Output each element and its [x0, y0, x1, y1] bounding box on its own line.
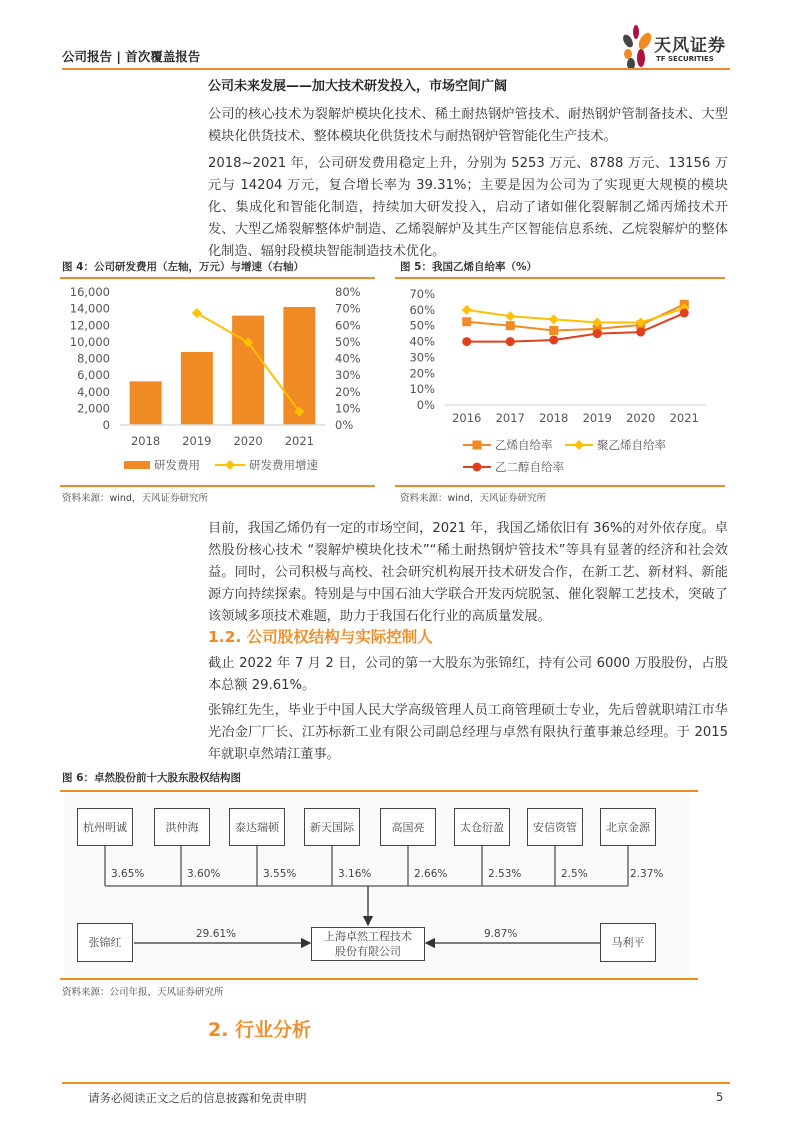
x-tick-label: 2017 — [495, 411, 525, 425]
x-tick-label: 2019 — [182, 434, 212, 448]
y-left-tick-label: 0 — [102, 418, 110, 432]
company-box: 上海卓然工程技术股份有限公司 — [311, 927, 425, 961]
y-right-tick-label: 50% — [335, 334, 361, 349]
y-tick-label: 50% — [409, 318, 435, 333]
logo-text-cn: 天风证券 — [654, 36, 726, 56]
header-divider — [62, 68, 730, 70]
subsection-title: 公司未来发展——加大技术研发投入，市场空间广阔 — [208, 79, 508, 94]
legend-marker — [225, 460, 235, 470]
data-point — [680, 309, 689, 318]
figure-5-source: 资料来源：wind，天风证券研究所 — [400, 493, 546, 504]
page-number: 5 — [716, 1090, 724, 1104]
legend-marker — [473, 463, 482, 472]
figure-4-source: 资料来源：wind，天风证券研究所 — [62, 493, 208, 504]
legend-label: 研发费用增速 — [249, 458, 318, 472]
legend-label: 研发费用 — [154, 458, 200, 472]
y-tick-label: 70% — [409, 287, 435, 301]
y-right-tick-label: 0% — [335, 418, 354, 432]
x-tick-label: 2018 — [539, 411, 569, 425]
x-tick-label: 2021 — [284, 434, 315, 448]
shareholder-box: 安信资管 — [527, 808, 583, 846]
data-point — [462, 305, 472, 315]
paragraph: 公司的核心技术为裂解炉模块化技术、稀土耐热钢炉管技术、耐热钢炉管制备技术、大型模块化供货技术、整体模块化供货技术与耐热钢炉管智能化生产技术。 — [208, 107, 728, 144]
y-tick-label: 30% — [409, 350, 435, 365]
shareholder-box: 高国亮 — [380, 808, 436, 846]
y-left-tick-label: 6,000 — [77, 368, 110, 383]
paragraph: 截止 2022 年 7 月 2 日，公司的第一大股东为张锦红，持有公司 6000 万股股份，占股本总额 29.61%。 — [208, 656, 728, 693]
divider — [395, 277, 725, 279]
legend-swatch-bar — [124, 461, 150, 469]
rd-expense-chart — [60, 280, 380, 480]
data-point — [462, 337, 471, 346]
holding-pct: 3.65% — [111, 868, 145, 880]
section-heading: 2. 行业分析 — [208, 1019, 312, 1041]
y-tick-label: 0% — [416, 398, 435, 412]
figure-4-title: 图 4：公司研发费用（左轴，万元）与增速（右轴） — [62, 261, 304, 273]
data-point — [462, 317, 471, 326]
divider — [60, 277, 375, 279]
holding-pct: 3.55% — [263, 868, 297, 880]
y-right-tick-label: 40% — [335, 351, 361, 366]
figure-6-title: 图 6：卓然股份前十大股东股权结构图 — [62, 772, 241, 784]
y-tick-label: 20% — [409, 366, 435, 381]
section-heading: 1.2. 公司股权结构与实际控制人 — [208, 628, 433, 646]
figure-6-source: 资料来源：公司年报，天风证券研究所 — [62, 987, 224, 998]
footer-divider — [62, 1082, 730, 1084]
holding-pct: 2.66% — [414, 868, 448, 880]
shareholder-box: 洪仲海 — [154, 808, 210, 846]
data-point — [505, 311, 515, 321]
shareholder-box: 泰达瑞顿 — [229, 808, 285, 846]
data-point — [506, 321, 515, 330]
shareholder-structure-diagram — [64, 794, 690, 976]
y-right-tick-label: 10% — [335, 401, 361, 416]
holding-pct: 2.53% — [488, 868, 522, 880]
y-left-tick-label: 16,000 — [69, 285, 110, 299]
shareholder-box: 新天国际 — [304, 808, 360, 846]
y-tick-label: 40% — [409, 334, 435, 349]
y-left-tick-label: 2,000 — [77, 401, 110, 416]
x-tick-label: 2020 — [626, 411, 656, 425]
legend-label: 乙二醇自给率 — [495, 460, 564, 474]
data-point — [593, 329, 602, 338]
shareholder-box: 太仓衍盈 — [454, 808, 510, 846]
legend-marker — [473, 441, 482, 450]
y-tick-label: 60% — [409, 302, 435, 317]
report-type: 公司报告 | 首次覆盖报告 — [62, 49, 201, 64]
disclaimer-text: 请务必阅读正文之后的信息披露和免责申明 — [88, 1091, 307, 1105]
divider — [60, 978, 698, 980]
legend-marker — [574, 440, 584, 450]
holding-pct: 2.5% — [561, 868, 588, 880]
x-tick-label: 2019 — [582, 411, 612, 425]
divider — [60, 485, 375, 487]
y-right-tick-label: 20% — [335, 384, 361, 399]
y-left-tick-label: 4,000 — [77, 384, 110, 399]
legend-label: 聚乙烯自给率 — [597, 438, 666, 452]
y-right-tick-label: 80% — [335, 285, 361, 299]
divider — [60, 790, 698, 792]
data-point — [549, 326, 558, 335]
y-tick-label: 10% — [409, 382, 435, 397]
bar-rd-expense — [181, 352, 213, 425]
paragraph: 目前，我国乙烯仍有一定的市场空间，2021 年，我国乙烯依旧有 36%的对外依存度。卓然股份核心技术 “裂解炉模块化技术”“稀土耐热钢炉管技术”等具有显著的经济和社会效益。同时，公司积极与高校、社会研究机构展开技术研发合作，在新工艺、新材料、新能源方向持续探索。特别是与中国石油大学联合开发丙烷脱氢、催化裂解工艺技术，突破了该领域多项技术难题，助力于我国石化行业的高质量发展。 — [208, 521, 728, 624]
shareholder-box-ma: 马利平 — [600, 923, 656, 962]
y-left-tick-label: 8,000 — [77, 351, 110, 366]
data-point — [549, 314, 559, 324]
figure-5-title: 图 5：我国乙烯自给率（%） — [400, 261, 537, 273]
x-tick-label: 2018 — [130, 434, 161, 448]
shareholder-box-zhang: 张锦红 — [77, 923, 133, 962]
ethylene-self-sufficiency-chart — [395, 280, 725, 480]
series-line — [467, 313, 685, 342]
holding-pct: 3.16% — [338, 868, 372, 880]
data-point — [636, 328, 645, 337]
holding-pct: 3.60% — [187, 868, 221, 880]
bar-rd-expense — [232, 316, 264, 425]
y-right-tick-label: 70% — [335, 301, 361, 316]
y-right-tick-label: 30% — [335, 368, 361, 383]
legend-label: 乙烯自给率 — [495, 438, 553, 452]
data-point — [506, 337, 515, 346]
x-tick-label: 2021 — [669, 411, 699, 425]
logo-text-en: TF SECURITIES — [656, 55, 714, 63]
y-left-tick-label: 10,000 — [69, 334, 110, 349]
paragraph: 张锦红先生，毕业于中国人民大学高级管理人员工商管理硕士专业，先后曾就职靖江市华光冶金厂厂长、江苏标新工业有限公司副总经理与卓然有限执行董事兼总经理。于 2015 年就职卓然靖江董事。 — [208, 703, 728, 762]
holding-pct: 29.61% — [196, 928, 237, 940]
x-tick-label: 2016 — [452, 411, 482, 425]
point-rd-growth — [192, 308, 202, 318]
bar-rd-expense — [130, 381, 162, 425]
shareholder-box: 北京金源 — [600, 808, 656, 846]
y-left-tick-label: 12,000 — [69, 318, 110, 333]
x-tick-label: 2020 — [233, 434, 263, 448]
paragraph: 2018~2021 年，公司研发费用稳定上升，分别为 5253 万元、8788 万元、13156 万元与 14204 万元，复合增长率为 39.31%；主要是因为公司为了实现更大规模的模块化、集成化和智能化制造，持续加大研发投入，启动了诸如催化裂解制乙烯丙烯技术开发、大型乙烯裂解整体炉制造、乙烯裂解炉及其生产区智能信息系统、乙烷裂解炉的整体化制造、辐射段模块智能制造技术优化。 — [208, 156, 728, 259]
holding-pct: 9.87% — [484, 928, 518, 940]
holding-pct: 2.37% — [630, 868, 664, 880]
y-left-tick-label: 14,000 — [69, 301, 110, 316]
y-right-tick-label: 60% — [335, 318, 361, 333]
shareholder-box: 杭州明诚 — [77, 808, 133, 846]
data-point — [549, 335, 558, 344]
divider — [395, 485, 725, 487]
